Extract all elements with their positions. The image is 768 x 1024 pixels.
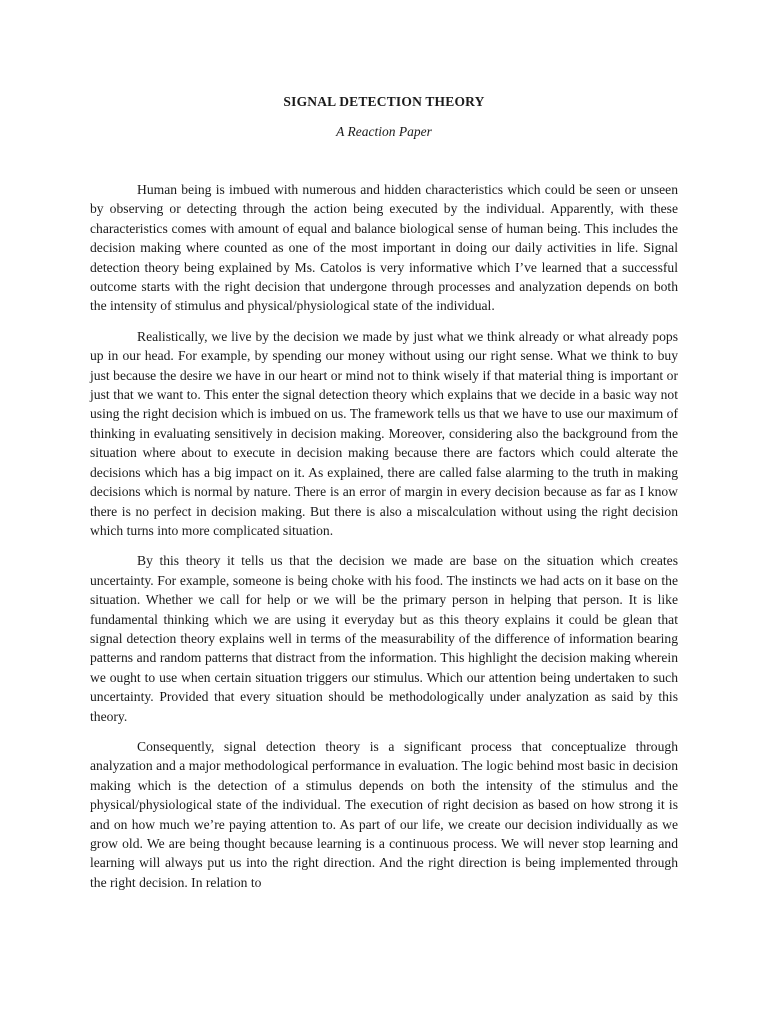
paragraph-4: Consequently, signal detection theory is a significant process that conceptualize through analyzation and a major methodological performance in evaluation. The logic behind most basic in decision making which is the detection of a stimulus depends on both the intensity of the stimulus and the physical/physiological state of the individual. The execution of right decision as based on how strong it is and on how much we’re paying attention to. As part of our life, we create our decision individually as we grow old. We are being thought because learning is a continuous process. We will never stop learning and learning will always put us into the right direction. And the right direction is being implemented through the right decision. In relation to — [90, 738, 678, 890]
paragraph-2: Realistically, we live by the decision we made by just what we think already or what already pops up in our head. For example, by spending our money without using our right sense. What we think to buy just because the desire we have in our heart or mind not to think wisely if that material thing is important or just that we want to. This enter the signal detection theory which explains that we decide in a basic way not using the right decision which is imbued on us. The framework tells us that we have to use our maximum of thinking in evaluating sensitively in decision making. Moreover, considering also the background from the situation where about to execute in decision making because there are factors which could alterate the decisions which has a big impact on it. As explained, there are called false alarming to the truth in making decisions which is normal by nature. There is an error of margin in every decision because as far as I know there is no perfect in decision making. But there is also a miscalculation without using the right decision which turns into more complicated situation. — [90, 328, 678, 538]
document-subtitle: A Reaction Paper — [336, 124, 432, 139]
paragraph-1: Human being is imbued with numerous and hidden characteristics which could be seen or unseen by observing or detecting through the action being executed by the individual. Apparently, with these characteristics comes with amount of equal and balance biological sense of human being. This includes the decision making where counted as one of the most important in doing our daily activities in life. Signal detection theory being explained by Ms. Catolos is very informative which I’ve learned that a successful outcome starts with the right decision that undergone through processes and analyzation depends on both the intensity of stimulus and physical/physiological state of the individual. — [90, 182, 678, 314]
document-title: SIGNAL DETECTION THEORY — [283, 94, 485, 109]
paragraph-3: By this theory it tells us that the decision we made are base on the situation which creates uncertainty. For example, someone is being choke with his food. The instincts we had acts on it base on the situation. Whether we call for help or we will be the primary person in helping that person. It is like fundamental thinking which we are using it everyday but as this theory explains it could be glean that signal detection theory explains well in terms of the measurability of the difference of information bearing patterns and random patterns that distract from the information. This highlight the decision making wherein we ought to use when certain situation triggers our stimulus. Which our attention being undertaken to such uncertainty. Provided that every situation should be methodologically under analyzation as said by this theory. — [90, 553, 678, 724]
document-body — [90, 180, 678, 903]
